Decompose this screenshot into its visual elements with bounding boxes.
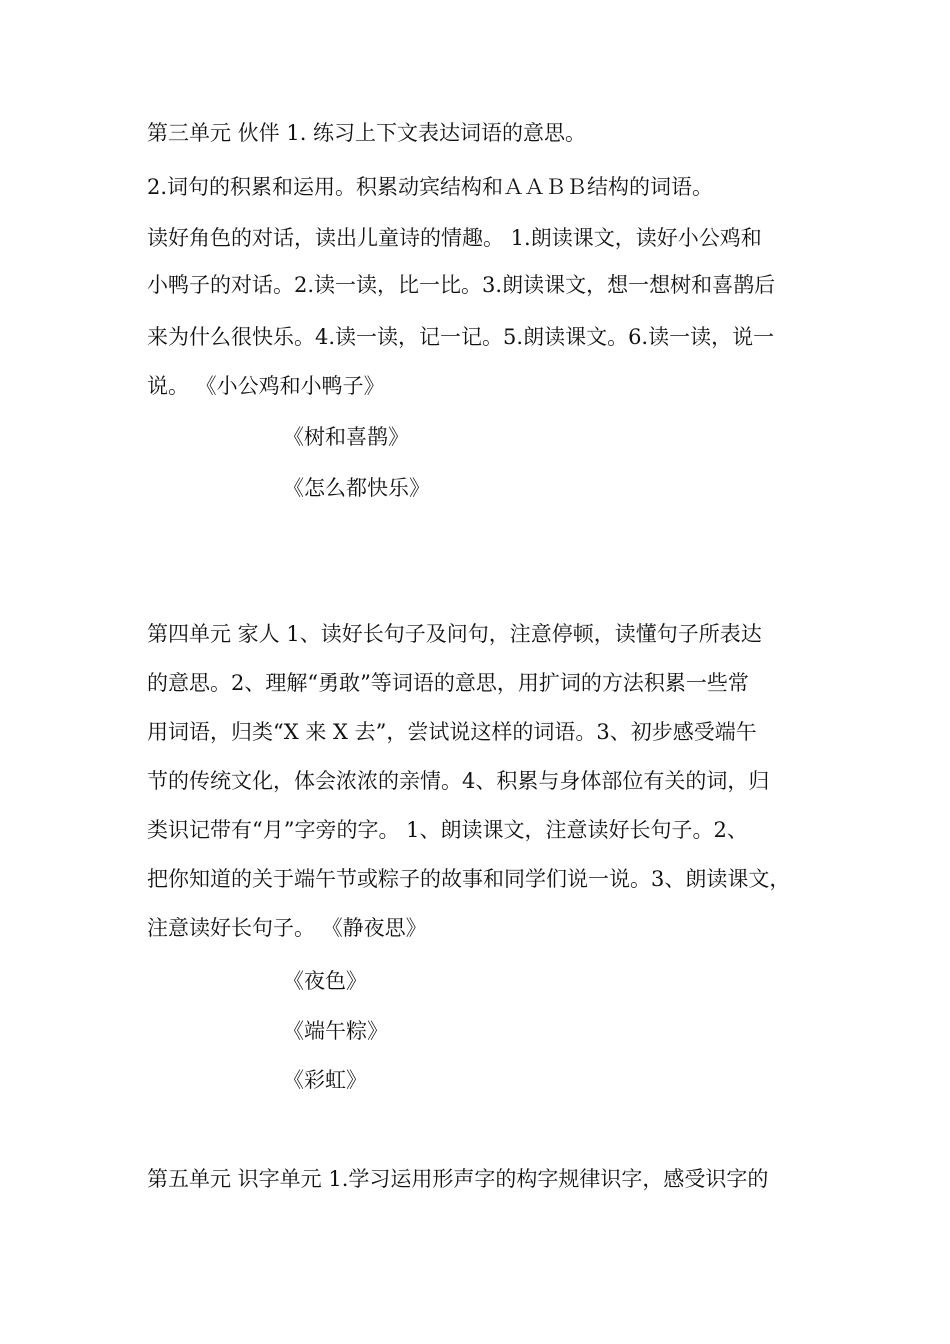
unit4-line-1: 第四单元 家人 1、读好长句子及问句，注意停顿，读懂句子所表达 bbox=[147, 622, 762, 646]
unit4-title-1: 《夜色》 bbox=[283, 969, 367, 993]
unit5-line-1: 第五单元 识字单元 1.学习运用形声字的构字规律识字，感受识字的 bbox=[147, 1167, 769, 1191]
unit4-line-5: 类识记带有“月”字旁的字。 1、朗读课文，注意读好长句子。2、 bbox=[147, 818, 748, 842]
unit3-line-3: 读好角色的对话，读出儿童诗的情趣。 1.朗读课文，读好小公鸡和 bbox=[147, 226, 762, 250]
unit4-line-2: 的意思。2、理解“勇敢”等词语的意思，用扩词的方法积累一些常 bbox=[147, 671, 749, 695]
unit3-line-5: 来为什么很快乐。4.读一读，记一记。5.朗读课文。6.读一读，说一 bbox=[147, 325, 775, 349]
unit4-line-6: 把你知道的关于端午节或粽子的故事和同学们说一说。3、朗读课文， bbox=[147, 867, 791, 891]
unit3-line-4: 小鸭子的对话。2.读一读，比一比。3.朗读课文，想一想树和喜鹊后 bbox=[147, 273, 776, 297]
unit4-line-4: 节的传统文化，体会浓浓的亲情。4、积累与身体部位有关的词，归 bbox=[147, 769, 770, 793]
unit4-line-3: 用词语，归类“X 来 X 去”，尝试说这样的词语。3、初步感受端午 bbox=[147, 720, 757, 744]
unit3-line-1: 第三单元 伙伴 1. 练习上下文表达词语的意思。 bbox=[147, 121, 587, 145]
unit3-title-1: 《树和喜鹊》 bbox=[283, 425, 409, 449]
unit3-title-2: 《怎么都快乐》 bbox=[283, 476, 430, 500]
unit3-line-2: 2.词句的积累和运用。积累动宾结构和ＡＡＢＢ结构的词语。 bbox=[147, 175, 714, 199]
unit3-line-6: 说。 《小公鸡和小鸭子》 bbox=[147, 374, 385, 398]
unit4-title-2: 《端午粽》 bbox=[283, 1019, 388, 1043]
unit4-line-7: 注意读好长句子。 《静夜思》 bbox=[147, 916, 427, 940]
unit4-title-3: 《彩虹》 bbox=[283, 1068, 367, 1092]
